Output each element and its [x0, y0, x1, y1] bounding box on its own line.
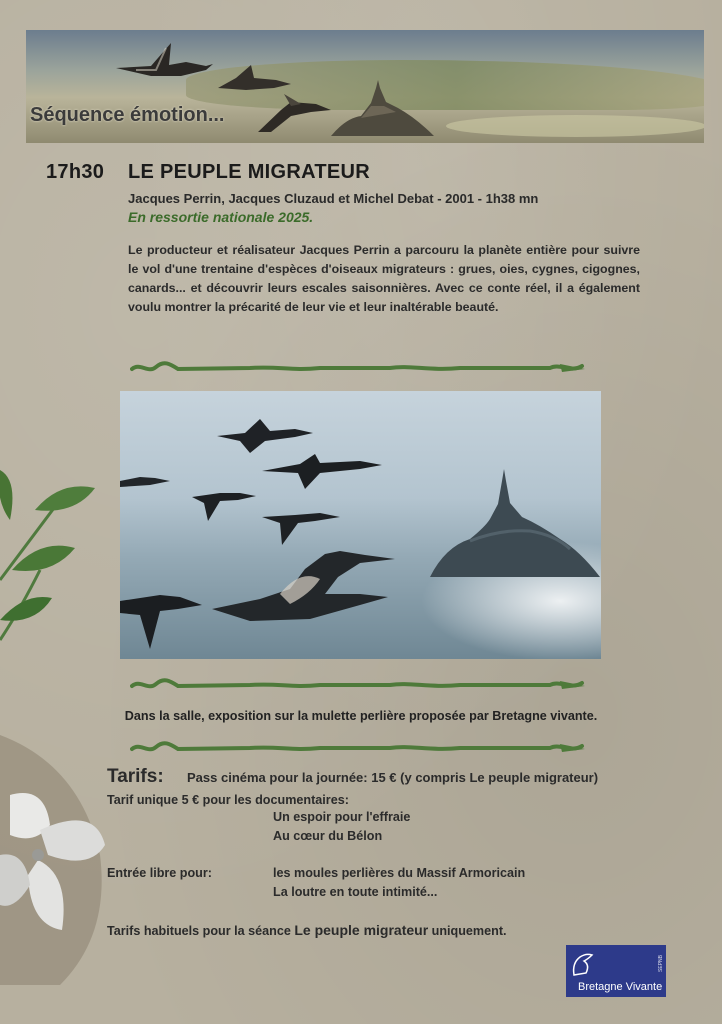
decorative-divider	[130, 740, 590, 756]
usual-prices-pre: Tarifs habituels pour la séance	[107, 924, 291, 938]
mont-saint-michel-icon	[430, 469, 600, 579]
exhibition-note: Dans la salle, exposition sur la mulette perlière proposée par Bretagne vivante.	[124, 709, 598, 723]
documentary-title: Au cœur du Bélon	[273, 829, 383, 843]
banner-title: Séquence émotion...	[30, 104, 225, 126]
goose-icon	[260, 507, 342, 547]
usual-prices-film: Le peuple migrateur	[294, 922, 429, 938]
unique-price: Tarif unique 5 € pour les documentaires:	[107, 793, 349, 807]
usual-prices-post: uniquement.	[431, 924, 507, 938]
logo-side-text: SEPNB	[658, 955, 664, 972]
goose-icon	[111, 38, 221, 88]
leaves-decoration-icon	[0, 460, 100, 660]
film-title: LE PEUPLE MIGRATEUR	[128, 161, 371, 183]
showtime: 17h30	[46, 161, 105, 183]
header-banner	[26, 30, 704, 143]
otter-logo-icon	[570, 949, 600, 979]
frangipani-flower-icon	[0, 735, 120, 985]
free-entry-item: les moules perlières du Massif Armoricain	[273, 866, 526, 880]
film-credits: Jacques Perrin, Jacques Cluzaud et Michel Debat - 2001 - 1h38 mn	[128, 191, 539, 206]
pass-price: Pass cinéma pour la journée: 15 € (y compris Le peuple migrateur)	[187, 770, 599, 785]
mont-saint-michel-icon	[326, 78, 436, 138]
decorative-divider	[130, 677, 590, 693]
tarifs-heading: Tarifs:	[107, 766, 164, 787]
logo-text: Bretagne Vivante	[578, 981, 663, 993]
goose-icon	[190, 487, 258, 525]
goose-icon	[216, 60, 296, 95]
banner-sand	[446, 115, 704, 137]
free-entry-label: Entrée libre pour:	[107, 866, 212, 880]
bretagne-vivante-logo	[566, 945, 666, 997]
goose-icon	[256, 92, 336, 137]
goose-icon	[120, 469, 172, 491]
decorative-divider	[130, 360, 590, 376]
usual-prices-note	[107, 922, 507, 938]
goose-icon	[260, 449, 385, 494]
goose-icon	[120, 591, 205, 651]
film-synopsis: Le producteur et réalisateur Jacques Perrin a parcouru la planète entière pour suivre le vol d'une trentaine d'espèces d'oiseaux migrateurs : grues, oies, cygnes, cigognes, canards... et découvrir leurs escales saisonnières. Avec ce conte réel, il a également voulu montrer la précarité de leur vie et leur inaltérable beauté.	[128, 243, 640, 314]
rerelease-note: En ressortie nationale 2025.	[128, 209, 314, 225]
documentary-title: Un espoir pour l'effraie	[273, 810, 411, 824]
goose-icon	[210, 549, 400, 634]
free-entry-item: La loutre en toute intimité...	[273, 885, 438, 899]
film-still-photo	[120, 391, 601, 659]
